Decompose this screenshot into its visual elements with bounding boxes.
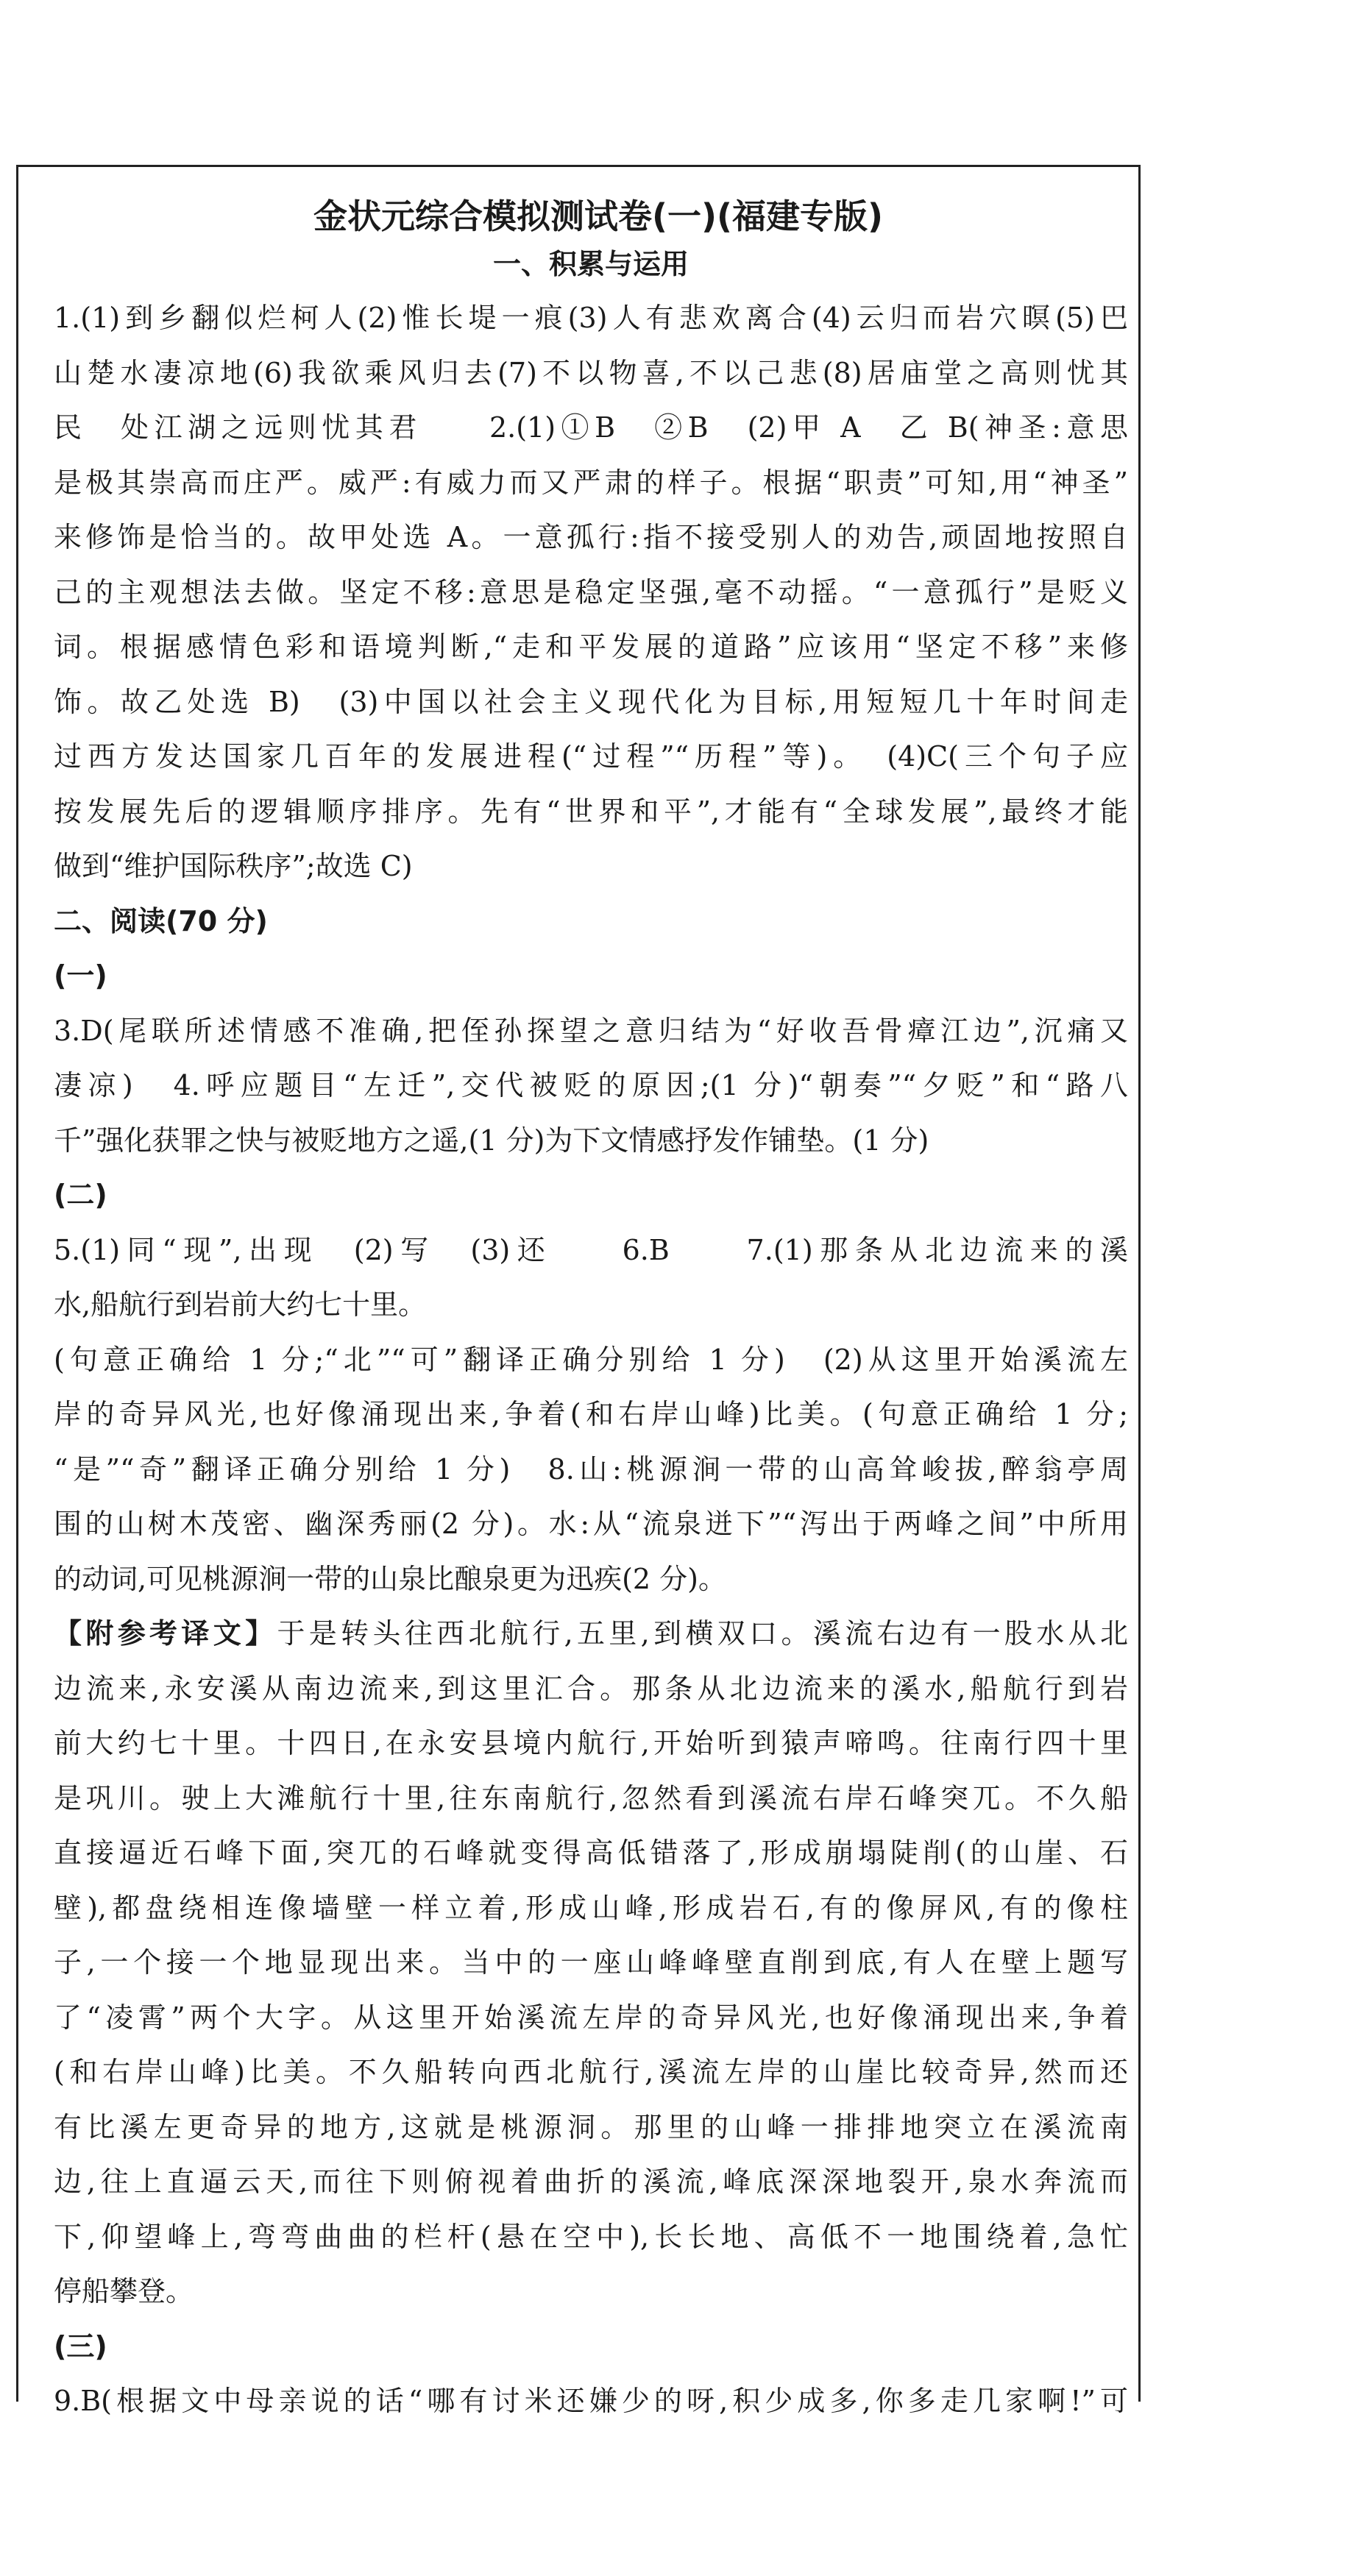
text-line: 是巩川。驶上大滩航行十里,往东南航行,忽然看到溪流右岸石峰突兀。不久船 [54,1781,1128,1814]
part-3-block [54,2374,1128,2429]
document-title: 金状元综合模拟测试卷(一)(福建专版) [313,196,884,236]
part-heading-1: (一) [54,959,107,992]
text-line: 过西方发达国家几百年的发展进程(“过程”“历程”等)。 (4)C(三个句子应 [54,740,1128,773]
text-line: (和右岸山峰)比美。不久船转向西北航行,溪流左岸的山崖比较奇异,然而还 [54,2056,1128,2088]
part-heading-3: (三) [54,2330,107,2363]
text-line: 己的主观想法去做。坚定不移:意思是稳定坚强,毫不动摇。“一意孤行”是贬义 [54,575,1128,608]
section-heading-reading: 二、阅读(70 分) [54,904,268,937]
text-line: 有比溪左更奇异的地方,这就是桃源洞。那里的山峰一排排地突立在溪流南 [54,2110,1128,2143]
text-line: 山楚水凄凉地(6)我欲乘风归去(7)不以物喜,不以己悲(8)居庙堂之高则忧其 [54,356,1128,389]
text-line: 了“凌霄”两个大字。从这里开始溪流左岸的奇异风光,也好像涌现出来,争着 [54,2001,1128,2034]
part-heading-2: (二) [54,1179,107,1211]
text-line: 饰。故乙处选 B) (3)中国以社会主义现代化为目标,用短短几十年时间走 [54,685,1128,718]
part-1-block [54,1004,1128,1168]
text-line: 围的山树木茂密、幽深秀丽(2 分)。水:从“流泉迸下”“泻出于两峰之间”中所用 [54,1508,1128,1540]
reference-first-line: 于是转头往西北航行,五里,到横双口。溪流右边有一股水从北 [277,1617,1128,1650]
text-line: 凄凉) 4.呼应题目“左迁”,交代被贬的原因;(1 分)“朝奏”“夕贬”和“路八 [54,1069,1128,1101]
question-1-2-block [54,291,1128,894]
text-line: 停船攀登。 [54,2275,194,2307]
text-line: 边,往上直逼云天,而往下则俯视着曲折的溪流,峰底深深地裂开,泉水奔流而 [54,2165,1128,2198]
reference-translation-label: 【附参考译文】 [54,1617,277,1650]
text-line: 下,仰望峰上,弯弯曲曲的栏杆(悬在空中),长长地、高低不一地围绕着,急忙 [54,2220,1128,2253]
text-line: 1.(1)到乡翻似烂柯人(2)惟长堤一痕(3)人有悲欢离合(4)云归而岩穴暝(5)巴 [54,302,1128,334]
text-line: 边流来,永安溪从南边流来,到这里汇合。那条从北边流来的溪水,船航行到岩 [54,1672,1128,1705]
section-heading-accumulation: 一、积累与运用 [492,248,689,280]
text-line: 直接逼近石峰下面,突兀的石峰就变得高低错落了,形成崩塌陡削(的山崖、石 [54,1837,1128,1869]
text-line: “是”“奇”翻译正确分别给 1 分) 8.山:桃源涧一带的山高耸峻拔,醉翁亭周 [54,1452,1128,1486]
text-line: (句意正确给 1 分;“北”“可”翻译正确分别给 1 分) (2)从这里开始溪流左 [54,1343,1128,1376]
part-2-block [54,1223,1128,1607]
text-line [54,1606,1128,1661]
text-line: 3.D(尾联所述情感不准确,把侄孙探望之意归结为“好收吾骨瘴江边”,沉痛又 [54,1014,1128,1047]
text-line: 千”强化获罪之快与被贬地方之遥,(1 分)为下文情感抒发作铺垫。(1 分) [54,1124,929,1157]
text-line: 来修饰是恰当的。故甲处选 A。一意孤行:指不接受别人的劝告,顽固地按照自 [54,521,1128,553]
text-line: 民 处江湖之远则忧其君 2.(1)①B ②B (2)甲 A 乙 B(神圣:意思 [54,411,1128,444]
text-line: 词。根据感情色彩和语境判断,“走和平发展的道路”应该用“坚定不移”来修 [54,631,1128,663]
text-line: 岸的奇异风光,也好像涌现出来,争着(和右岸山峰)比美。(句意正确给 1 分; [54,1398,1128,1430]
text-line: 做到“维护国际秩序”;故选 C) [54,850,413,882]
text-line: 前大约七十里。十四日,在永安县境内航行,开始听到猿声啼鸣。往南行四十里 [54,1727,1128,1759]
text-line: 的动词,可见桃源涧一带的山泉比酿泉更为迅疾(2 分)。 [54,1562,726,1595]
text-line: 壁),都盘绕相连像墙壁一样立着,形成山峰,形成岩石,有的像屏风,有的像柱 [54,1891,1128,1924]
text-line: 5.(1)同“现”,出现 (2)写 (3)还 6.B 7.(1)那条从北边流来的溪 [54,1233,1128,1266]
answer-sheet [16,165,1141,2417]
text-line: 子,一个接一个地显现出来。当中的一座山峰峰壁直削到底,有人在壁上题写 [54,1946,1128,1979]
text-line: 水,船航行到岩前大约七十里。 [54,1288,427,1321]
reference-translation-block [54,1606,1128,2319]
text-line: 9.B(根据文中母亲说的话“哪有讨米还嫌少的呀,积少成多,你多走几家啊!”可 [54,2385,1128,2417]
text-line: 是极其崇高而庄严。威严:有威力而又严肃的样子。根据“职责”可知,用“神圣” [54,466,1128,499]
text-line: 按发展先后的逻辑顺序排序。先有“世界和平”,才能有“全球发展”,最终才能 [54,795,1128,828]
answer-content [54,194,1128,2429]
